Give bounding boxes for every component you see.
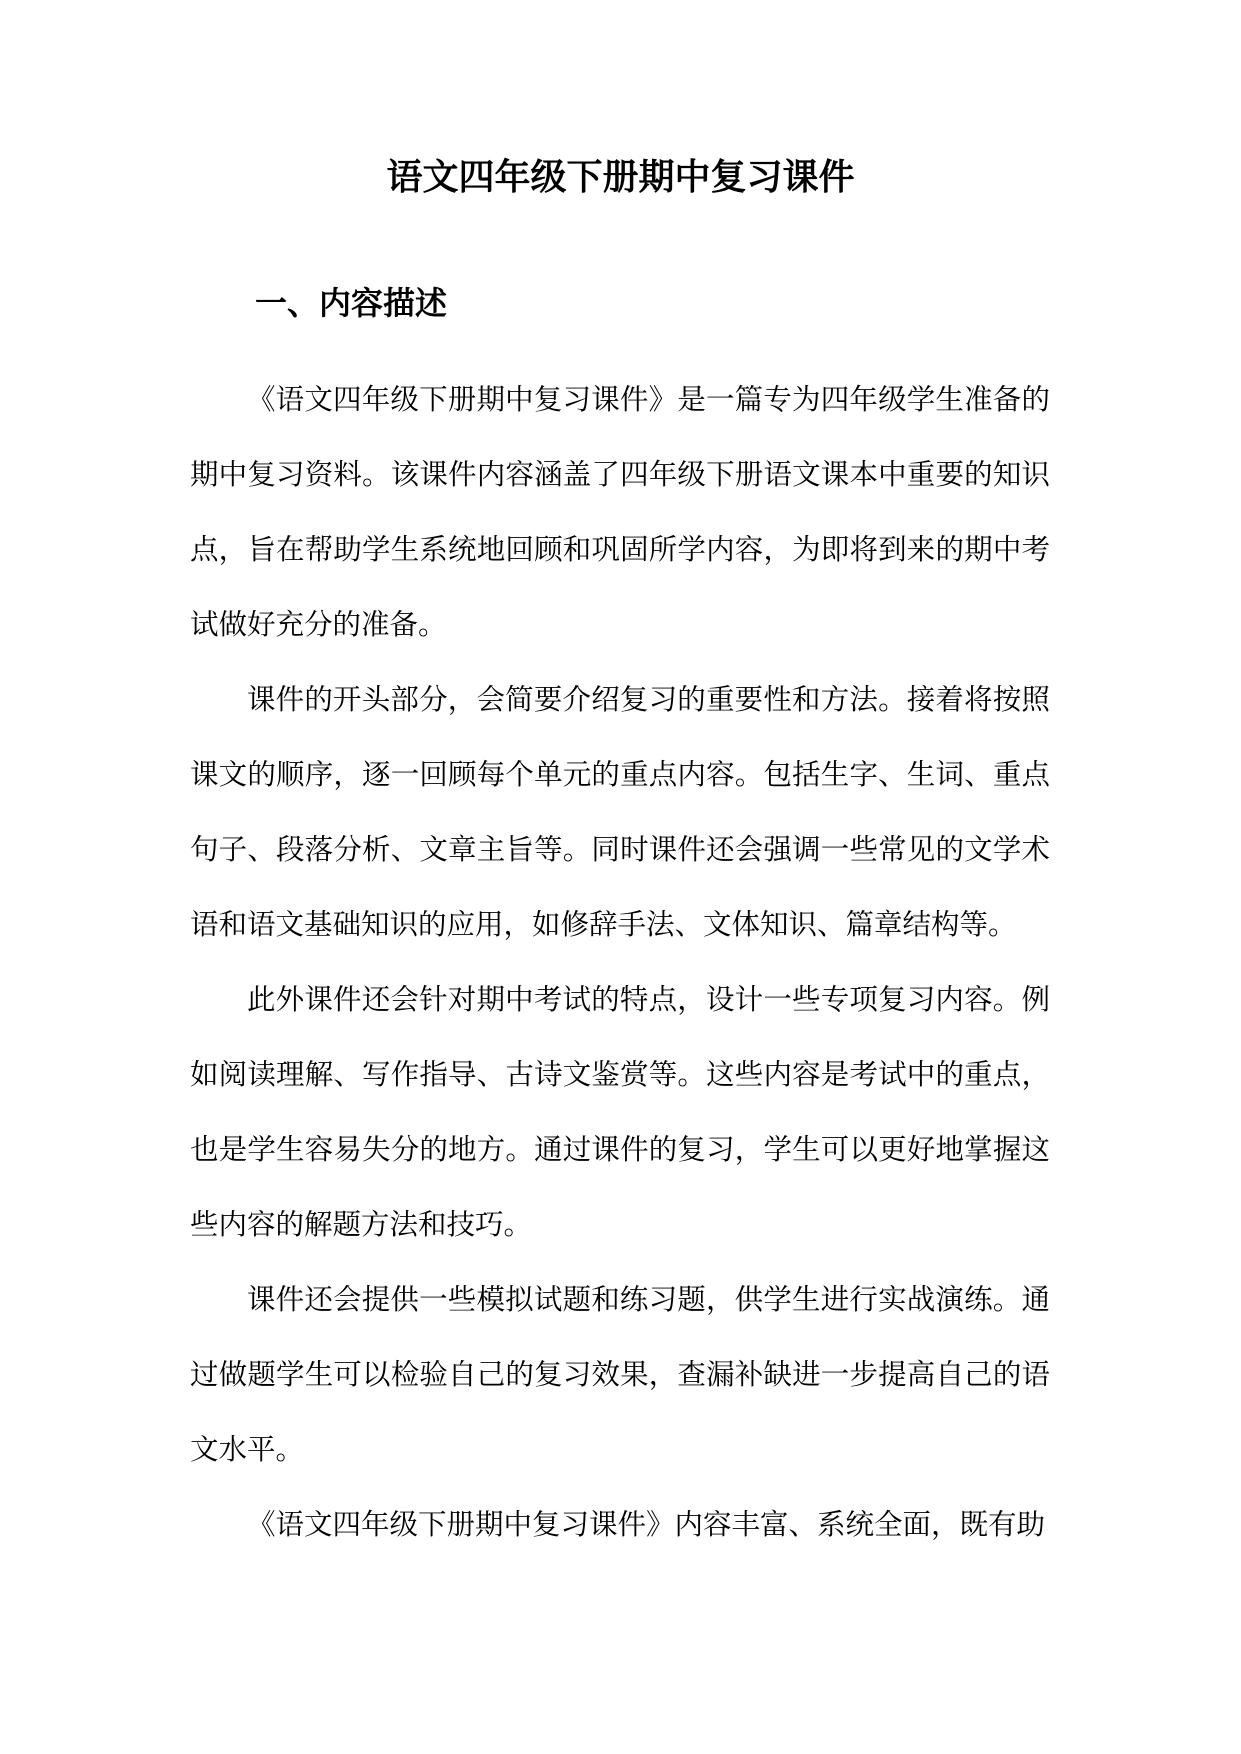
document-title: 语文四年级下册期中复习课件 xyxy=(386,157,855,198)
paragraph-practice: 课件还会提供一些模拟试题和练习题，供学生进行实战演练。通过做题学生可以检验自己的复习效果，查漏补缺进一步提高自己的语文水平。 xyxy=(190,1283,1050,1466)
paragraph-exam-focus: 此外课件还会针对期中考试的特点，设计一些专项复习内容。例如阅读理解、写作指导、古诗文鉴赏等。这些内容是考试中的重点，也是学生容易失分的地方。通过课件的复习，学生可以更好地掌握这些内容的解题方法和技巧。 xyxy=(190,983,1050,1241)
document-body xyxy=(190,362,1050,1562)
paragraph-summary: 《语文四年级下册期中复习课件》内容丰富、系统全面，既有助 xyxy=(247,1508,1046,1541)
section-heading: 一、内容描述 xyxy=(255,284,448,322)
paragraph-opening: 课件的开头部分，会简要介绍复习的重要性和方法。接着将按照课文的顺序，逐一回顾每个单元的重点内容。包括生字、生词、重点句子、段落分析、文章主旨等。同时课件还会强调一些常见的文学术语和语文基础知识的应用，如修辞手法、文体知识、篇章结构等。 xyxy=(190,683,1050,941)
paragraph-intro: 《语文四年级下册期中复习课件》是一篇专为四年级学生准备的期中复习资料。该课件内容涵盖了四年级下册语文课本中重要的知识点，旨在帮助学生系统地回顾和巩固所学内容，为即将到来的期中考试做好充分的准备。 xyxy=(190,383,1050,641)
